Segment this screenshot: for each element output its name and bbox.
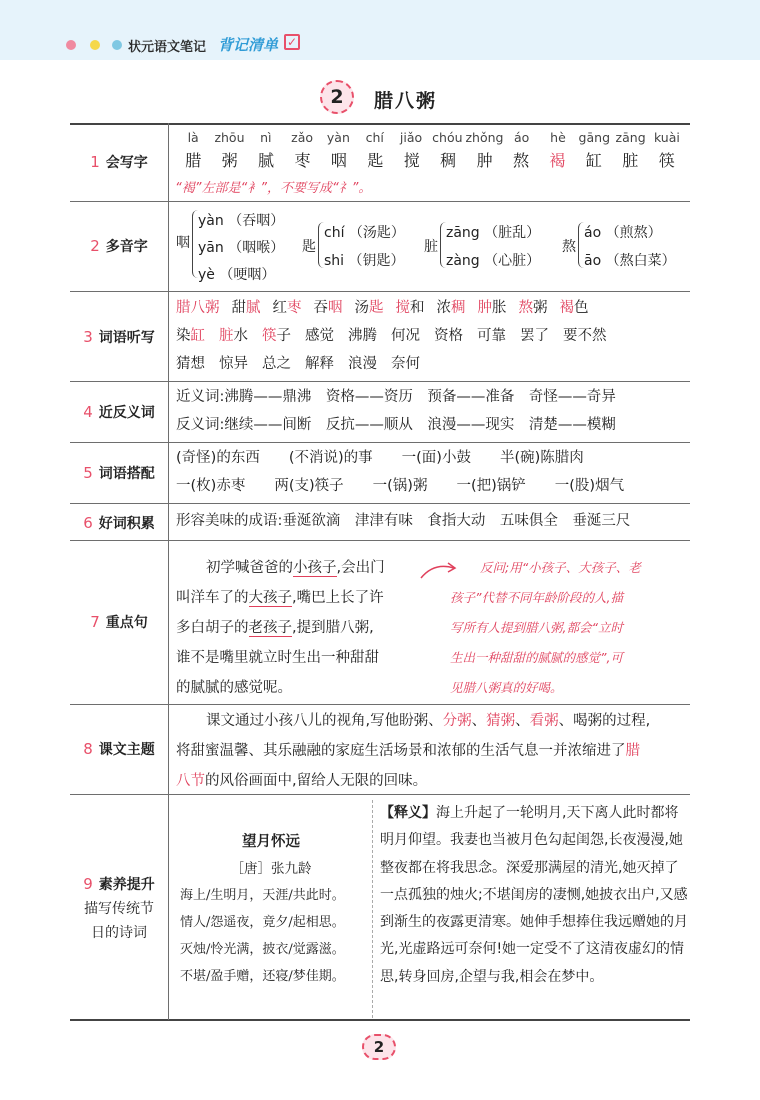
dashed-divider — [372, 800, 373, 1018]
pinyin: zhōu — [214, 130, 245, 145]
dictation-word: 浪漫 — [348, 356, 377, 372]
dictation-word: 浓稠 — [436, 300, 466, 316]
writing-note: “褐”左部是“衤”，不要写成“礻”。 — [175, 181, 372, 196]
dictation-word: 罢了 — [520, 328, 549, 344]
sentence-analysis: 反问;用“小孩子、大孩子、老 孩子”代替不同年龄阶段的人,描 写所有人提到腊八粥,都会“立时 生出一种甜甜的腻腻的感觉”,可 见腊八粥真的好喝。 — [450, 560, 641, 695]
top-banner — [0, 0, 760, 60]
dictation-word: 资格 — [434, 328, 463, 344]
row-divider — [70, 291, 690, 292]
poem-line: 海上/生明月，天涯/共此时。 — [180, 888, 345, 903]
character: 褐 — [549, 151, 566, 170]
decor-dot-blue — [112, 40, 122, 50]
poly-reading: āo （熬白菜） — [584, 253, 676, 269]
poem-line: 不堪/盈手赠，还寝/梦佳期。 — [180, 969, 345, 984]
row-label-poetry: 9 素养提升 描写传统节 日的诗词 — [83, 875, 155, 941]
row-label-key-sentence: 7 重点句 — [90, 613, 148, 631]
row-label-write: 1 会写字 — [90, 153, 148, 171]
dictation-word: 红枣 — [272, 300, 302, 316]
character: 熬 — [513, 151, 530, 170]
character: 肿 — [476, 151, 493, 170]
column-divider — [168, 123, 169, 1020]
character: 搅 — [403, 151, 420, 170]
poem-line: 灭烛/怜光满，披衣/觉露滋。 — [180, 942, 345, 957]
dictation-word: 搅和 — [395, 300, 425, 316]
key-sentence: 初学喊爸爸的小孩子,会出门 叫洋车了的大孩子,嘴巴上长了许 多白胡子的老孩子,提到腊八粥, 谁不是嘴里就立时生出一种甜甜 的腻腻的感觉呢。 — [176, 560, 385, 696]
poem-meaning: 【释义】海上升起了一轮明月,天下离人此时都将明月仰望。我妻也当被月色勾起闺怨,长夜漫漫,她整夜都在将我思念。深爱那满屋的清光,她灭掉了一点孤独的烛火;不堪闺房的凄恻,她披衣出户,又感到渐生的夜露更清寒。她伸手想捧住我远赠她的月光,光虚路远可奈何!她一定受不了这清夜虚幻的情思,转身回房,企望与我,相会在梦中。 — [380, 805, 688, 985]
dictation-word: 感觉 — [305, 328, 334, 344]
row-label-synonyms: 4 近反义词 — [83, 403, 155, 421]
lesson-title: 腊八粥 — [374, 90, 438, 112]
poly-char: 脏 — [424, 239, 438, 255]
brand-title: 状元语文笔记 — [128, 40, 207, 55]
row-divider — [70, 540, 690, 541]
row-divider — [70, 201, 690, 202]
row-label-dictation: 3 词语听写 — [83, 328, 155, 346]
dictation-word: 何况 — [391, 328, 420, 344]
poly-reading: yān （咽喉） — [198, 240, 285, 256]
pinyin: zhǒng — [465, 130, 504, 145]
poem-author: ［唐］张九龄 — [230, 861, 312, 877]
character: 稠 — [440, 151, 457, 170]
dictation-word: 总之 — [262, 356, 291, 372]
row-label-polyphone: 2 多音字 — [90, 237, 148, 255]
pinyin: yàn — [326, 130, 350, 145]
poem-line: 情人/怨遥夜，竟夕/起相思。 — [180, 915, 345, 930]
table-top-border — [70, 123, 690, 125]
poem-title: 望月怀远 — [242, 834, 300, 850]
pinyin: kuài — [653, 130, 680, 145]
dictation-word: 吞咽 — [313, 300, 343, 316]
checkbox-icon: ✓ — [284, 34, 300, 50]
antonym-line: 反义词:继续——间断 反抗——顺从 浪漫——现实 清楚——模糊 — [176, 417, 616, 433]
dictation-line — [176, 294, 589, 322]
poly-char: 熬 — [562, 239, 576, 255]
poly-reading: chí （汤匙） — [324, 225, 405, 241]
dictation-word: 筷子 — [262, 328, 291, 344]
poly-reading: zàng （心脏） — [446, 253, 541, 269]
character-row — [175, 148, 685, 171]
table-bottom-border — [70, 1019, 690, 1021]
theme-text: 课文通过小孩八儿的视角,写他盼粥、分粥、猜粥、看粥、喝粥的过程, 将甜蜜温馨、其乐融融的家庭生活场景和浓郁的生活气息一并浓缩进了腊 八节的风俗画面中,留给人无限的回味。 — [176, 713, 651, 789]
row-label-theme: 8 课文主题 — [83, 740, 155, 758]
pinyin: zǎo — [291, 130, 314, 145]
collocation-line: 一(枚)赤枣 两(支)筷子 一(锅)粥 一(把)锅铲 一(股)烟气 — [176, 478, 625, 494]
dictation-word: 惊异 — [219, 356, 248, 372]
character: 缸 — [585, 151, 602, 170]
character: 腊 — [185, 151, 202, 170]
decor-dot-yellow — [90, 40, 100, 50]
dictation-word: 染缸 — [176, 328, 205, 344]
dictation-word: 脏水 — [219, 328, 248, 344]
dictation-word: 沸腾 — [348, 328, 377, 344]
dictation-word: 猜想 — [176, 356, 205, 372]
collocation-line: (奇怪)的东西 (不消说)的事 一(面)小鼓 半(碗)陈腊肉 — [176, 450, 584, 466]
row-label-collocation: 5 词语搭配 — [83, 464, 155, 482]
pinyin: nì — [260, 130, 272, 145]
poly-reading: yàn （吞咽） — [198, 213, 285, 229]
character: 匙 — [367, 151, 384, 170]
poly-reading: yè （哽咽） — [198, 267, 276, 283]
pinyin: jiǎo — [399, 130, 423, 145]
dictation-word: 肿胀 — [477, 300, 507, 316]
pinyin: zāng — [615, 130, 646, 145]
row-divider — [70, 503, 690, 504]
poly-reading: áo （煎熬） — [584, 225, 662, 241]
character: 咽 — [330, 151, 347, 170]
dictation-word: 要不然 — [563, 328, 607, 344]
character: 筷 — [658, 151, 675, 170]
good-words-line: 形容美味的成语:垂涎欲滴 津津有味 食指大动 五味俱全 垂涎三尺 — [176, 513, 631, 529]
poly-reading: zāng （脏乱） — [446, 225, 541, 241]
dictation-word: 汤匙 — [354, 300, 384, 316]
poly-reading: shi （钥匙） — [324, 253, 405, 269]
pinyin-row — [175, 130, 685, 145]
character: 枣 — [294, 151, 311, 170]
poly-char: 匙 — [302, 239, 316, 255]
synonym-line: 近义词:沸腾——鼎沸 资格——资历 预备——准备 奇怪——奇异 — [176, 389, 616, 405]
row-divider — [70, 442, 690, 443]
dictation-word: 甜腻 — [231, 300, 261, 316]
pinyin: áo — [514, 130, 530, 145]
character: 腻 — [258, 151, 275, 170]
dictation-line — [176, 350, 420, 378]
row-divider — [70, 704, 690, 705]
dictation-word: 可靠 — [477, 328, 506, 344]
pinyin: chóu — [432, 130, 463, 145]
pinyin: là — [187, 130, 199, 145]
row-divider — [70, 381, 690, 382]
row-label-good-words: 6 好词积累 — [83, 514, 155, 532]
character: 脏 — [622, 151, 639, 170]
dictation-word: 奈何 — [391, 356, 420, 372]
dictation-word: 褐色 — [559, 300, 589, 316]
pinyin: hè — [550, 130, 566, 145]
dictation-word: 解释 — [305, 356, 334, 372]
poly-char: 咽 — [176, 235, 190, 251]
dictation-line — [176, 322, 607, 350]
decor-dot-pink — [66, 40, 76, 50]
character: 粥 — [221, 151, 238, 170]
lesson-number: 2 — [320, 80, 354, 114]
pinyin: gāng — [578, 130, 610, 145]
pinyin: chí — [365, 130, 384, 145]
dictation-word: 腊八粥 — [176, 300, 220, 316]
dictation-word: 熬粥 — [518, 300, 548, 316]
page-number: 2 — [362, 1034, 396, 1060]
section-tag: 背记清单 — [218, 36, 279, 54]
